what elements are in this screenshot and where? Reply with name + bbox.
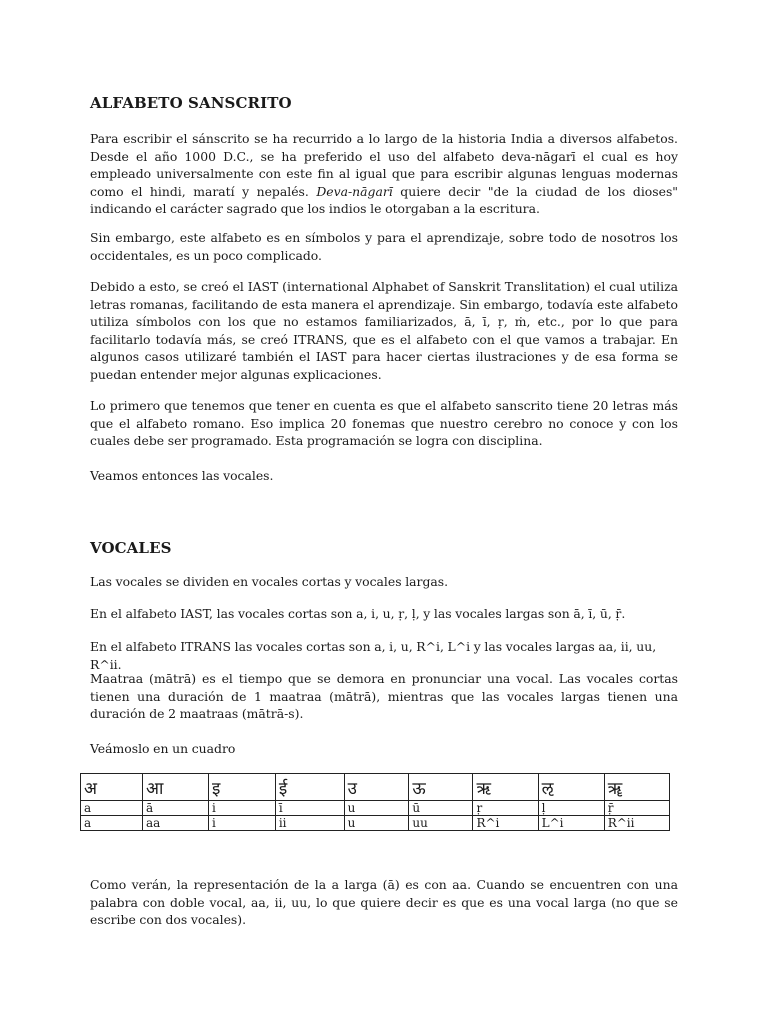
table-cell: उ	[344, 774, 409, 801]
table-cell: ई	[275, 774, 344, 801]
table-cell: ū	[409, 801, 473, 816]
table-cell: aa	[143, 816, 209, 831]
table-cell: ḷ	[538, 801, 604, 816]
vocales-paragraph-3: En el alfabeto ITRANS las vocales cortas son a, i, u, R^i, L^i y las vocales largas aa, ii, uu, R^ii.	[90, 639, 657, 672]
table-row-iast	[81, 801, 670, 816]
table-cell: ā	[143, 801, 209, 816]
table-cell: ṝ	[604, 801, 669, 816]
intro-paragraph-5: Veamos entonces las vocales.	[90, 468, 274, 483]
section-heading-vocales: VOCALES	[90, 539, 172, 557]
table-cell: इ	[209, 774, 276, 801]
table-cell: ṛ	[473, 801, 538, 816]
intro-paragraph-3: Debido a esto, se creó el IAST (international Alphabet of Sanskrit Translitation) el cual utiliza letras romanas, facilitando de esta manera el aprendizaje. Sin embargo, todavía este alfabeto utiliza símbolos con los que no estamos familiarizados, ā, ī, ṛ, ṁ, etc., por lo que para facilitarlo todavía más, se creó ITRANS, que es el alfabeto con el que vamos a trabajar. En algunos casos utilizaré también el IAST para hacer ciertas ilustraciones y de esa forma se puedan entender mejor algunas explicaciones.	[90, 279, 678, 382]
vocales-paragraph-1: Las vocales se dividen en vocales cortas y vocales largas.	[90, 574, 449, 589]
table-cell: ऌ	[538, 774, 604, 801]
intro-paragraph-1	[90, 130, 678, 218]
table-cell: अ	[81, 774, 143, 801]
vocales-paragraph-6: Como verán, la representación de la a larga (ā) es con aa. Cuando se encuentren con una palabra con doble vocal, aa, ii, uu, lo que quiere decir es que es una vocal larga (no que se escribe con dos vocales).	[90, 877, 678, 928]
table-cell: R^i	[473, 816, 538, 831]
table-cell: i	[209, 801, 276, 816]
table-cell: R^ii	[604, 816, 669, 831]
intro-paragraph-1-italic: Deva-nāgarī	[316, 183, 393, 199]
table-cell: a	[81, 801, 143, 816]
table-cell: u	[344, 801, 409, 816]
vocales-paragraph-4: Maatraa (mātrā) es el tiempo que se demora en pronunciar una vocal. Las vocales cortas tienen una duración de 1 maatraa (mātrā), mientras que las vocales largas tienen una duración de 2 maatraas (mātrā-s).	[90, 671, 678, 722]
table-cell: uu	[409, 816, 473, 831]
table-cell: ॠ	[604, 774, 669, 801]
table-cell: ऊ	[409, 774, 473, 801]
page-title: ALFABETO SANSCRITO	[90, 94, 292, 112]
table-cell: L^i	[538, 816, 604, 831]
intro-paragraph-2: Sin embargo, este alfabeto es en símbolos y para el aprendizaje, sobre todo de nosotros los occidentales, es un poco complicado.	[90, 230, 678, 263]
table-cell: ऋ	[473, 774, 538, 801]
vocales-paragraph-2: En el alfabeto IAST, las vocales cortas son a, i, u, ṛ, ḷ, y las vocales largas son ā, ī, ū, ṝ.	[90, 606, 626, 621]
table-cell: u	[344, 816, 409, 831]
table-cell: a	[81, 816, 143, 831]
vocales-paragraph-5: Veámoslo en un cuadro	[90, 741, 236, 756]
table-row-devanagari	[81, 774, 670, 801]
intro-paragraph-4: Lo primero que tenemos que tener en cuenta es que el alfabeto sanscrito tiene 20 letras más que el alfabeto romano. Eso implica 20 fonemas que nuestro cerebro no conoce y con los cuales debe ser programado. Esta programación se logra con disciplina.	[90, 398, 678, 449]
intro-paragraph-1-text-a: Para escribir el sánscrito se ha recurrido a lo largo de la historia India a diversos alfabetos. Desde el año 1000 D.C., se ha preferido el uso del alfabeto deva-nāgarī el cual es hoy empleado universalmente con este fin al igual que para escribir algunas lenguas modernas como el hindi, maratí y nepalés.	[90, 131, 678, 199]
table-cell: ī	[275, 801, 344, 816]
table-cell: आ	[143, 774, 209, 801]
table-cell: ii	[275, 816, 344, 831]
table-cell: i	[209, 816, 276, 831]
intro-paragraph-1-text-b: quiere decir "de la ciudad de los dioses" indicando el carácter sagrado que los indios le otorgaban a la escritura.	[90, 183, 678, 217]
vowel-table	[80, 773, 670, 831]
table-row-itrans	[81, 816, 670, 831]
